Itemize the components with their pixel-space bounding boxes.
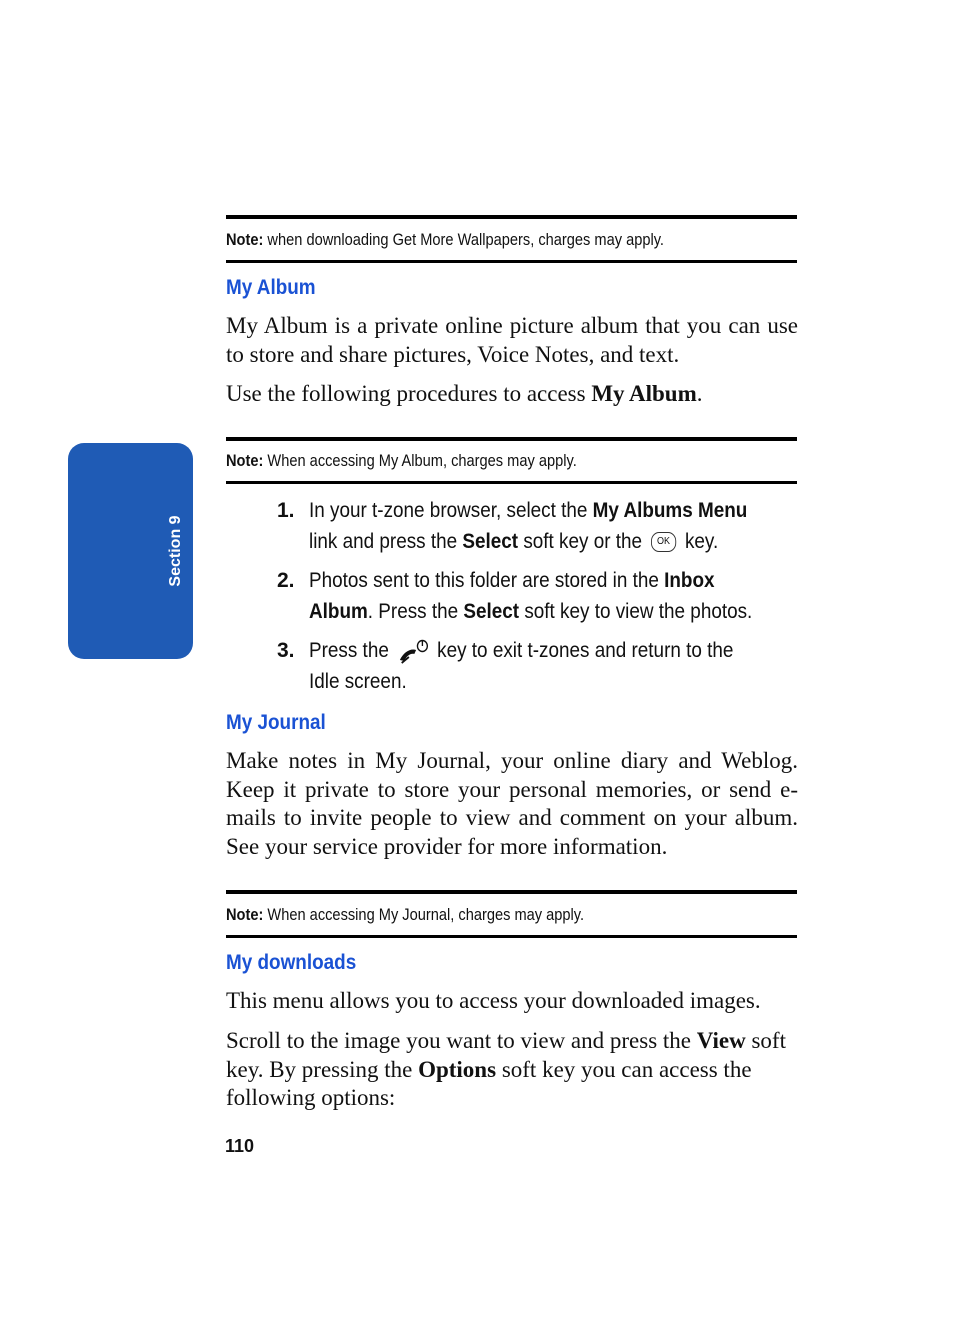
my-downloads-description: This menu allows you to access your downloaded images. (226, 988, 761, 1013)
step-text: Photos sent to this folder are stored in the Inbox Album. Press the Select soft key to view the photos. (309, 569, 753, 623)
step-number: 3. (277, 639, 295, 662)
step-2 (277, 565, 807, 627)
note-my-album (226, 437, 797, 484)
note-label: Note: (226, 451, 264, 470)
my-downloads-instructions: Scroll to the image you want to view and press the View soft key. By pressing the Options soft key you can access the following options: (226, 1028, 786, 1110)
page-number: 110 (225, 1136, 255, 1156)
step-number: 1. (277, 499, 295, 522)
step-1 (277, 495, 807, 557)
note-my-journal (226, 890, 797, 938)
note-wallpapers (226, 215, 797, 263)
instructions-suffix: . (696, 381, 703, 406)
my-journal-description: Make notes in My Journal, your online diary and Weblog. Keep it private to store your personal memories, or send e-mails to invite people to view and comment on your album. See your service provider for more information. (226, 748, 798, 859)
note-text: When accessing My Album, charges may apply. (263, 451, 577, 470)
instructions-bold: My Album (591, 381, 697, 406)
my-album-description: My Album is a private online picture album that you can use to store and share pictures, Voice Notes, and text. (226, 313, 798, 367)
section-tab-label: Section 9 (167, 515, 184, 587)
step-text: Press the key to exit t-zones and return to the Idle screen. (309, 639, 734, 693)
my-album-instructions (226, 380, 798, 409)
ok-key-icon: OK (651, 532, 676, 552)
heading-my-album: My Album (226, 276, 316, 299)
step-number: 2. (277, 569, 295, 592)
heading-my-journal: My Journal (226, 711, 326, 734)
step-3 (277, 635, 807, 697)
end-key-icon (398, 638, 429, 664)
note-label: Note: (226, 904, 264, 924)
instructions-text: Use the following procedures to access (226, 381, 592, 406)
note-label: Note: (226, 229, 264, 249)
step-text: In your t-zone browser, select the My Albums Menu link and press the Select soft key or the OK key. (309, 499, 748, 553)
heading-my-downloads: My downloads (226, 951, 357, 974)
note-text: when downloading Get More Wallpapers, charges may apply. (263, 229, 665, 249)
note-text: When accessing My Journal, charges may apply. (263, 904, 585, 924)
